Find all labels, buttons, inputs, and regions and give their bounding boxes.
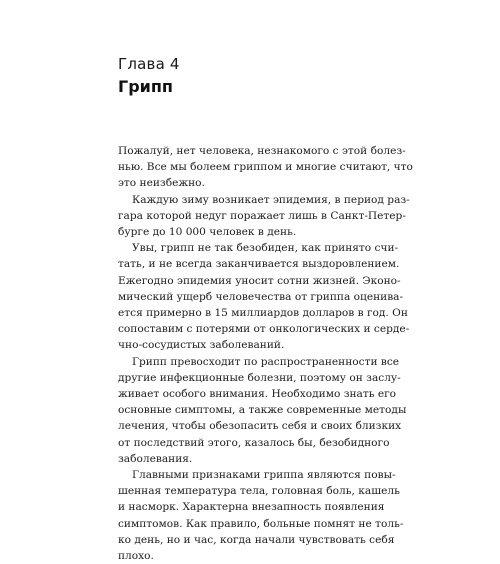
text-line: Пожалуй, нет человека, незнакомого с этой болез- bbox=[118, 145, 406, 157]
paragraph bbox=[118, 240, 410, 353]
text-line: нью. Все мы болеем гриппом и многие считают, что bbox=[118, 161, 413, 174]
text-line: Главными признаками гриппа являются повы- bbox=[132, 469, 396, 482]
text-line: Увы, грипп не так безобиден, как принято счи- bbox=[132, 242, 399, 255]
text-line: живает особого внимания. Необходимо знать его bbox=[118, 388, 397, 401]
text-line: чно-сосудистых заболеваний. bbox=[118, 339, 285, 352]
text-line: лечения, чтобы обезопасить себя и своих близких bbox=[118, 420, 402, 433]
text-line: Каждую зиму возникает эпидемия, в период раз- bbox=[132, 193, 410, 206]
text-line: основные симптомы, а также современные методы bbox=[118, 404, 407, 417]
text-line: симптомов. Как правило, больные помнят не толь- bbox=[118, 517, 404, 530]
text-line: и насморк. Характерна внезапность появления bbox=[118, 501, 385, 514]
paragraph bbox=[118, 354, 407, 467]
text-line: тать, и не всегда заканчивается выздоровлением. bbox=[118, 258, 400, 271]
text-line: заболевания. bbox=[118, 452, 193, 465]
text-line: шенная температура тела, головная боль, кашель bbox=[118, 485, 400, 498]
chapter-body bbox=[118, 143, 413, 564]
text-line: бурге до 10 000 человек в день. bbox=[118, 226, 297, 239]
paragraph bbox=[118, 467, 404, 564]
paragraph bbox=[118, 143, 413, 192]
text-line: Грипп превосходит по распространенности все bbox=[132, 355, 400, 368]
text-line: сопоставим с потерями от онкологических и серде- bbox=[118, 323, 410, 336]
text-line: от последствий этого, казалось бы, безобидного bbox=[118, 436, 390, 449]
text-line: ется примерно в 15 миллиардов долларов в год. Он bbox=[118, 307, 408, 320]
text-line: Ежегодно эпидемия уносит сотни жизней. Эконо- bbox=[118, 274, 401, 287]
text-line: ко день, но и час, когда начали чувствовать себя bbox=[118, 533, 395, 546]
text-line: это неизбежно. bbox=[118, 177, 205, 190]
text-line: гара которой недуг поражает лишь в Санкт-Петер- bbox=[118, 209, 406, 222]
chapter-title: Грипп bbox=[118, 77, 173, 96]
text-line: другие инфекционные болезни, поэтому он заслу- bbox=[118, 371, 401, 384]
text-line: мический ущерб человечества от гриппа оценива- bbox=[118, 290, 404, 303]
paragraph bbox=[118, 192, 410, 241]
text-line: плохо. bbox=[118, 550, 154, 563]
chapter-number: Глава 4 bbox=[118, 55, 180, 73]
